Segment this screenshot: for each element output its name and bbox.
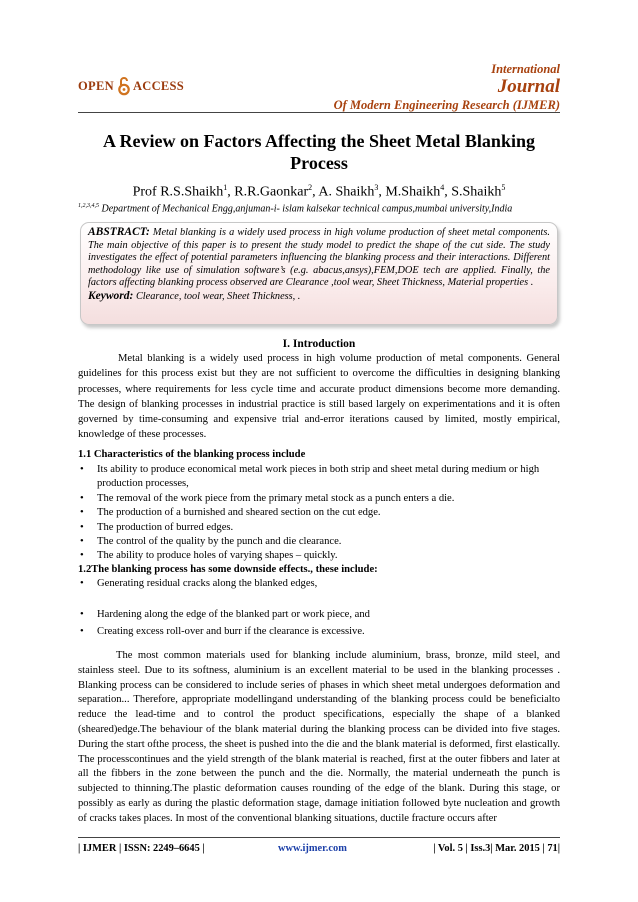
affiliation-text: Department of Mechanical Engg,anjuman-i- islam kalsekar technical campus,mumbai university,India bbox=[101, 203, 513, 215]
body-paragraph: The most common materials used for blanking include aluminium, brass, bronze, mild steel, and stainless steel. Due to its softness, aluminium is an excellent material to be used in the blanking processes . Blanking process can be considered to include series of phases in which sheet metal undergoes deformation and separation... Therefore, appropriate modellingand understanding of the blanking process could be beneficialto reduce the lead-time and to control the product specifications, especially the shape of a blanked (sheared)edge.The behaviour of the blank material during the blanking process can be divided into five stages. During the start ofthe process, the sheet is pushed into the die and the blank material is deformed, first elastically. The processcontinues and the yield strength of the blank material is reached, first at the outer fibbers and later at all the fibbers in the zone between the punch and the die. Normally, the material underneath the punch is subjected to thinning.The plastic deformation causes rounding of the edge of the blank. During this stage, or possibly as early as during the plastic deformation stage, damage initiation followed byte nucleation and growth of cracks takes places. In most of the conventional blanking situations, ductile fracture occurs after bbox=[78, 650, 560, 824]
journal-line-journal: Journal bbox=[497, 76, 560, 97]
characteristics-list bbox=[78, 463, 560, 564]
open-access-lock-icon bbox=[118, 76, 130, 96]
bullet-icon: • bbox=[80, 521, 84, 533]
paper-title: A Review on Factors Affecting the Sheet Metal Blanking Process bbox=[103, 131, 535, 173]
header-rule bbox=[78, 112, 560, 113]
open-access-logo bbox=[78, 76, 184, 96]
affiliation bbox=[78, 200, 568, 215]
bullet-icon: • bbox=[80, 578, 84, 589]
footer-volume-page: | Vol. 5 | Iss.3| Mar. 2015 | 71| bbox=[433, 843, 560, 854]
author-sup: 4 bbox=[440, 183, 445, 192]
affiliation-sup: 1,2,3,4,5 bbox=[78, 203, 99, 209]
downside-list-2 bbox=[78, 606, 560, 640]
list-item: • Generating residual cracks along the blanked edges, bbox=[78, 577, 560, 591]
bullet-icon: • bbox=[80, 550, 84, 562]
intro-paragraph: Metal blanking is a widely used process in high volume production of metal components. General guidelines for this process exist but they are not sufficient to overcome the difficulties in designing blanking processes, where requirements for less cycle time and accurate product dimensions become more demanding. The design of blanking processes in industrial practice is still based largely on experimentations and it is often governed by time-consuming and expensive trial and-error iterations caused by limited, mostly empirical, knowledge of these processes. bbox=[78, 353, 560, 441]
list-item: • Hardening along the edge of the blanked part or work piece, and bbox=[78, 606, 560, 623]
list-item: • The production of a burnished and sheared section on the cut edge. bbox=[78, 506, 560, 520]
keyword-label: Keyword: bbox=[88, 289, 134, 302]
keyword-text: Clearance, tool wear, Sheet Thickness, . bbox=[135, 290, 301, 302]
bullet-icon: • bbox=[80, 609, 84, 620]
journal-masthead bbox=[334, 62, 560, 112]
author-sup: 1 bbox=[223, 183, 228, 192]
bullet-icon: • bbox=[80, 536, 84, 548]
footer-rule bbox=[78, 837, 560, 838]
author-name: A. Shaikh bbox=[318, 184, 375, 200]
journal-line-name: Of Modern Engineering Research (IJMER) bbox=[333, 98, 560, 112]
downside-list-1 bbox=[78, 577, 560, 591]
author-name: Prof R.S.Shaikh bbox=[132, 184, 224, 200]
list-item: • The production of burred edges. bbox=[78, 521, 560, 535]
list-item: • The control of the quality by the punch and die clearance. bbox=[78, 535, 560, 549]
footer-url-link[interactable]: www.ijmer.com bbox=[278, 843, 347, 854]
author-sup: 2 bbox=[308, 183, 313, 192]
abstract-text: Metal blanking is a widely used process in high volume production of sheet metal components. The main objective of this paper is to present the study model to predict the shape of the cut side. The study investigates the effect of potential parameters influencing the blanking process and their interactions. Different methodology like use of simulation software’s (e.g. abacus,ansys),FEM,DOE tech are applied. Finally, the factors affecting blanking process observed are Clearance ,tool wear, Sheet Thickness, Material properties . bbox=[88, 227, 550, 289]
abstract-label: ABSTRACT: bbox=[88, 226, 150, 238]
author-name: R.R.Gaonkar bbox=[234, 184, 309, 200]
author-name: M.Shaikh bbox=[385, 184, 441, 200]
journal-line-international: International bbox=[491, 62, 560, 76]
section-heading-introduction: I. Introduction bbox=[282, 338, 356, 350]
bullet-icon: • bbox=[80, 507, 84, 519]
author-sup: 5 bbox=[501, 183, 506, 192]
author-list: Prof R.S.Shaikh$^1$, R.R.Gaonkar$^2$, A. Shaikh$^3$, M.Shaikh$^4$, S.Shaikh$^5$ bbox=[132, 183, 506, 200]
subsection-heading-1-1: 1.1 Characteristics of the blanking process include bbox=[78, 449, 306, 460]
subsection-heading-1-2: 1.2The blanking process has some downside effects., these include: bbox=[78, 564, 378, 575]
open-access-word-access: ACCESS bbox=[132, 78, 185, 93]
bullet-icon: • bbox=[80, 626, 84, 637]
open-access-word-open: OPEN bbox=[78, 78, 114, 93]
list-item: • The removal of the work piece from the primary metal stock as a punch enters a die. bbox=[78, 492, 560, 506]
author-name: S.Shaikh bbox=[451, 184, 502, 200]
author-sup: 3 bbox=[374, 183, 379, 192]
footer-issn: | IJMER | ISSN: 2249–6645 | bbox=[78, 843, 205, 854]
list-item: • Creating excess roll-over and burr if the clearance is excessive. bbox=[78, 623, 560, 640]
list-item: • The ability to produce holes of varying shapes – quickly. bbox=[78, 549, 560, 563]
bullet-icon: • bbox=[80, 492, 84, 504]
bullet-icon: • bbox=[80, 464, 84, 475]
list-item: • Its ability to produce economical metal work pieces in both strip and sheet metal during medium or high production processes, bbox=[80, 464, 540, 490]
abstract bbox=[88, 226, 550, 304]
